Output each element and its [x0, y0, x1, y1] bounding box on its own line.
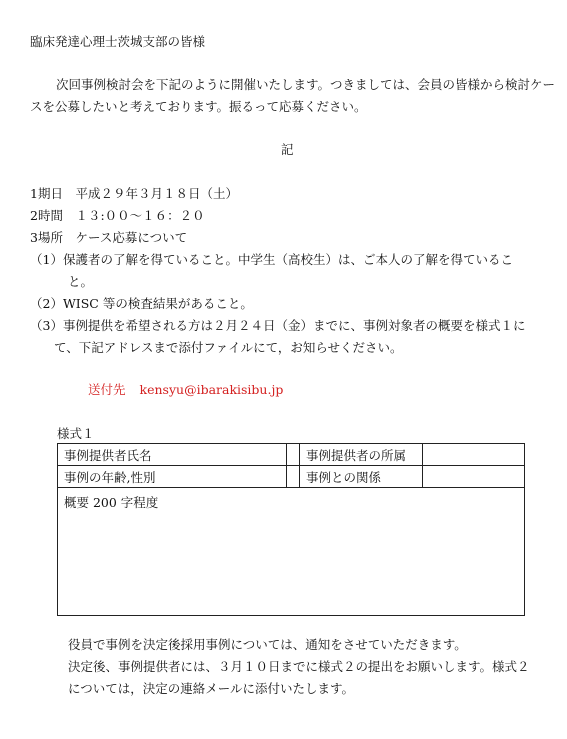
closing-line-1: 役員で事例を決定後採用事例については、通知をさせていただきます。	[68, 637, 467, 652]
ki-heading: 記	[281, 142, 294, 157]
provider-name-label: 事例提供者氏名	[58, 444, 287, 466]
condition-3-line-1: （3）事例提供を希望される方は２月２４日（金）までに、事例対象者の概要を様式１に	[30, 318, 526, 333]
provider-affiliation-label: 事例提供者の所属	[300, 444, 423, 466]
intro-line-1: 次回事例検討会を下記のように開催いたします。つきましては、会員の皆様から検討ケー	[56, 77, 556, 92]
condition-2: （2）WISC 等の検査結果があること。	[30, 296, 253, 311]
summary-cell[interactable]	[58, 488, 525, 616]
condition-1-line-2: と。	[68, 274, 94, 289]
condition-1-line-1: （1）保護者の了解を得ていること。中学生（高校生）は、ご本人の了解を得ているこ	[30, 252, 513, 267]
case-age-sex-value[interactable]	[287, 466, 300, 488]
addressee: 臨床発達心理士茨城支部の皆様	[30, 34, 206, 49]
item-place: 3場所 ケース応募について	[30, 230, 188, 245]
summary-label: 概要 200 字程度	[64, 495, 159, 510]
provider-affiliation-value[interactable]	[423, 444, 525, 466]
form-title: 様式１	[57, 426, 95, 441]
provider-name-value[interactable]	[287, 444, 300, 466]
case-relation-label: 事例との関係	[300, 466, 423, 488]
closing-line-2: 決定後、事例提供者には、３月１０日までに様式２の提出をお願いします。様式２	[68, 659, 530, 674]
closing-line-3: については，決定の連絡メールに添付いたします。	[68, 681, 355, 696]
item-date: 1期日 平成２９年３月１８日（土）	[30, 186, 238, 201]
send-to-label: 送付先	[88, 382, 126, 397]
send-to	[88, 380, 283, 398]
condition-3-line-2: て、下記アドレスまで添付ファイルにて，お知らせください。	[54, 340, 403, 355]
case-relation-value[interactable]	[423, 466, 525, 488]
form-table	[57, 443, 525, 616]
intro-line-2: スを公募したいと考えております。振るって応募ください。	[30, 99, 367, 114]
item-time: 2時間 １３:００～１６：２０	[30, 208, 205, 223]
send-to-email[interactable]: kensyu@ibarakisibu.jp	[139, 382, 284, 397]
case-age-sex-label: 事例の年齢,性別	[58, 466, 287, 488]
